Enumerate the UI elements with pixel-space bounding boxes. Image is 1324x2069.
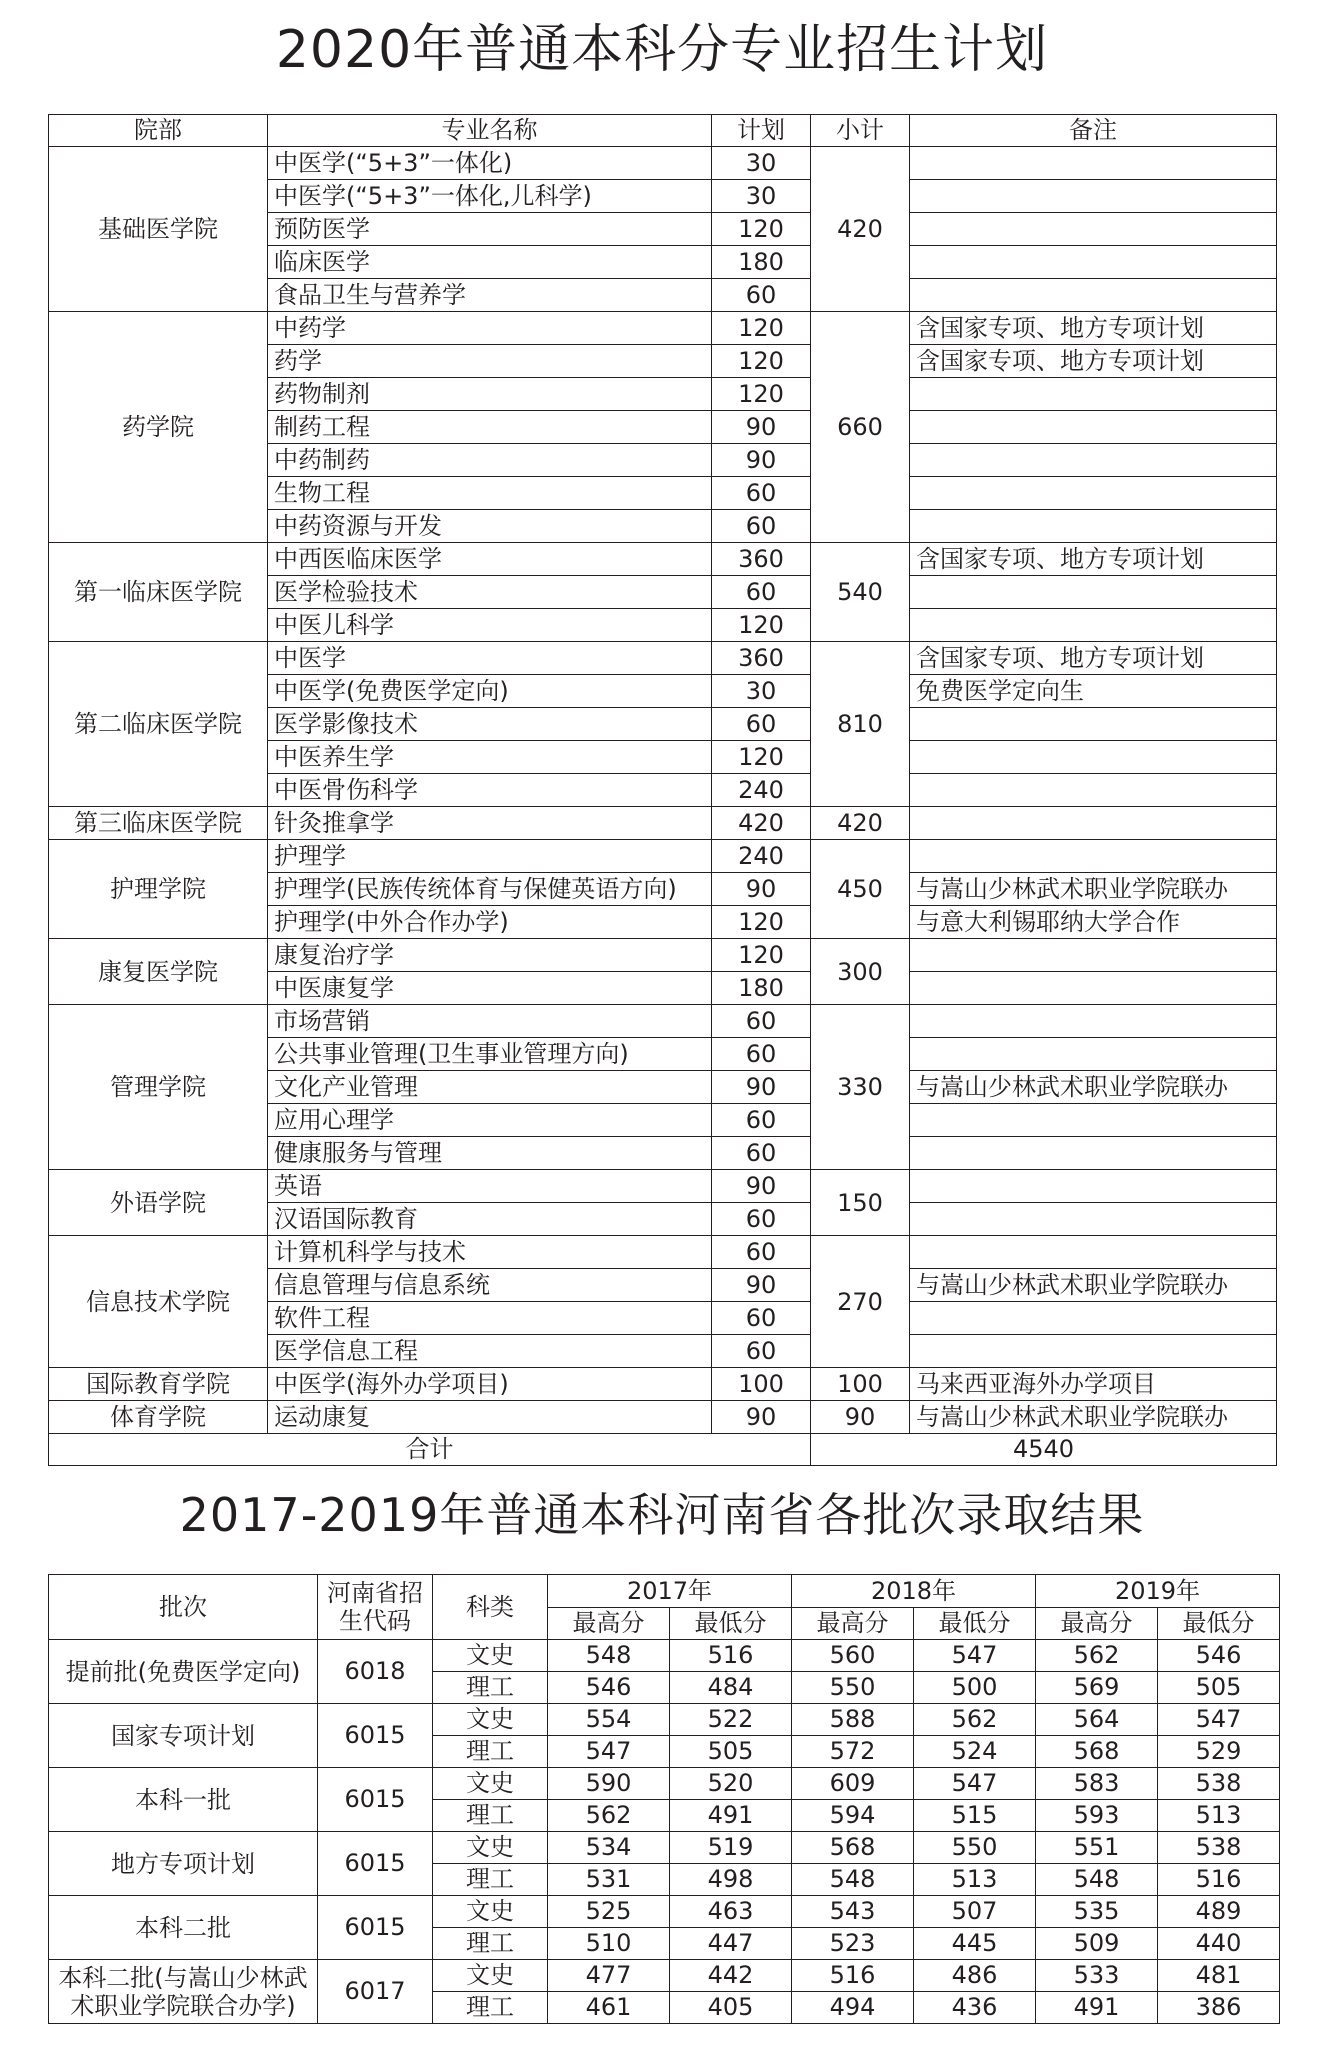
code-cell: 6015 bbox=[318, 1704, 433, 1768]
plan-cell: 420 bbox=[712, 807, 811, 840]
note-cell bbox=[910, 147, 1277, 180]
score-cell: 486 bbox=[914, 1960, 1036, 1992]
score-cell: 535 bbox=[1036, 1896, 1158, 1928]
plan-cell: 180 bbox=[712, 246, 811, 279]
category-cell: 理工 bbox=[433, 1928, 548, 1960]
score-cell: 609 bbox=[792, 1768, 914, 1800]
plan-cell: 30 bbox=[712, 675, 811, 708]
score-cell: 461 bbox=[548, 1992, 670, 2024]
header-code: 河南省招生代码 bbox=[318, 1575, 433, 1640]
plan-cell: 60 bbox=[712, 1236, 811, 1269]
score-cell: 440 bbox=[1158, 1928, 1280, 1960]
plan-cell: 360 bbox=[712, 543, 811, 576]
header-category: 科类 bbox=[433, 1575, 548, 1640]
batch-cell: 提前批(免费医学定向) bbox=[49, 1640, 318, 1704]
header-year-2017: 2017年 bbox=[548, 1575, 792, 1608]
score-cell: 516 bbox=[792, 1960, 914, 1992]
code-cell: 6017 bbox=[318, 1960, 433, 2024]
score-cell: 568 bbox=[792, 1832, 914, 1864]
major-cell: 公共事业管理(卫生事业管理方向) bbox=[268, 1038, 712, 1071]
major-cell: 医学检验技术 bbox=[268, 576, 712, 609]
plan-cell: 90 bbox=[712, 1269, 811, 1302]
table-row bbox=[49, 147, 1277, 180]
category-cell: 文史 bbox=[433, 1832, 548, 1864]
total-value: 4540 bbox=[811, 1434, 1277, 1466]
score-cell: 463 bbox=[670, 1896, 792, 1928]
note-cell bbox=[910, 1104, 1277, 1137]
table-row bbox=[49, 939, 1277, 972]
category-cell: 理工 bbox=[433, 1672, 548, 1704]
score-cell: 515 bbox=[914, 1800, 1036, 1832]
major-cell: 医学信息工程 bbox=[268, 1335, 712, 1368]
department-cell: 第二临床医学院 bbox=[49, 642, 268, 807]
score-cell: 519 bbox=[670, 1832, 792, 1864]
note-cell bbox=[910, 807, 1277, 840]
plan-cell: 60 bbox=[712, 1005, 811, 1038]
batch-cell: 地方专项计划 bbox=[49, 1832, 318, 1896]
score-cell: 590 bbox=[548, 1768, 670, 1800]
major-cell: 护理学(民族传统体育与保健英语方向) bbox=[268, 873, 712, 906]
header-min-2019: 最低分 bbox=[1158, 1607, 1280, 1640]
department-cell: 第三临床医学院 bbox=[49, 807, 268, 840]
major-cell: 中西医临床医学 bbox=[268, 543, 712, 576]
plan-cell: 120 bbox=[712, 213, 811, 246]
note-cell bbox=[910, 510, 1277, 543]
department-cell: 护理学院 bbox=[49, 840, 268, 939]
category-cell: 文史 bbox=[433, 1704, 548, 1736]
score-cell: 484 bbox=[670, 1672, 792, 1704]
major-cell: 针灸推拿学 bbox=[268, 807, 712, 840]
category-cell: 理工 bbox=[433, 1736, 548, 1768]
department-cell: 管理学院 bbox=[49, 1005, 268, 1170]
note-cell bbox=[910, 1335, 1277, 1368]
plan-cell: 60 bbox=[712, 708, 811, 741]
major-cell: 医学影像技术 bbox=[268, 708, 712, 741]
score-cell: 445 bbox=[914, 1928, 1036, 1960]
major-cell: 应用心理学 bbox=[268, 1104, 712, 1137]
plan-cell: 30 bbox=[712, 180, 811, 213]
department-cell: 体育学院 bbox=[49, 1401, 268, 1434]
score-cell: 481 bbox=[1158, 1960, 1280, 1992]
score-cell: 489 bbox=[1158, 1896, 1280, 1928]
batch-cell: 本科二批 bbox=[49, 1896, 318, 1960]
note-cell bbox=[910, 609, 1277, 642]
major-cell: 中药资源与开发 bbox=[268, 510, 712, 543]
note-cell: 与意大利锡耶纳大学合作 bbox=[910, 906, 1277, 939]
score-cell: 538 bbox=[1158, 1832, 1280, 1864]
code-cell: 6015 bbox=[318, 1768, 433, 1832]
header-year-2019: 2019年 bbox=[1036, 1575, 1280, 1608]
score-cell: 513 bbox=[914, 1864, 1036, 1896]
header-max-2017: 最高分 bbox=[548, 1607, 670, 1640]
major-cell: 市场营销 bbox=[268, 1005, 712, 1038]
major-cell: 中医学(“5+3”一体化,儿科学) bbox=[268, 180, 712, 213]
plan-cell: 120 bbox=[712, 906, 811, 939]
score-cell: 510 bbox=[548, 1928, 670, 1960]
note-cell: 含国家专项、地方专项计划 bbox=[910, 345, 1277, 378]
score-cell: 550 bbox=[914, 1832, 1036, 1864]
table-row bbox=[49, 1170, 1277, 1203]
plan-cell: 90 bbox=[712, 1401, 811, 1434]
category-cell: 文史 bbox=[433, 1896, 548, 1928]
subtotal-cell: 90 bbox=[811, 1401, 910, 1434]
department-cell: 第一临床医学院 bbox=[49, 543, 268, 642]
note-cell bbox=[910, 444, 1277, 477]
score-cell: 447 bbox=[670, 1928, 792, 1960]
score-cell: 548 bbox=[548, 1640, 670, 1672]
subtotal-cell: 330 bbox=[811, 1005, 910, 1170]
major-cell: 英语 bbox=[268, 1170, 712, 1203]
category-cell: 理工 bbox=[433, 1800, 548, 1832]
major-cell: 中医骨伤科学 bbox=[268, 774, 712, 807]
major-cell: 信息管理与信息系统 bbox=[268, 1269, 712, 1302]
score-cell: 436 bbox=[914, 1992, 1036, 2024]
header-plan: 计划 bbox=[712, 115, 811, 147]
major-cell: 预防医学 bbox=[268, 213, 712, 246]
note-cell bbox=[910, 246, 1277, 279]
score-cell: 543 bbox=[792, 1896, 914, 1928]
major-cell: 临床医学 bbox=[268, 246, 712, 279]
results-header-row-1 bbox=[49, 1575, 1280, 1608]
plan-cell: 60 bbox=[712, 576, 811, 609]
header-min-2018: 最低分 bbox=[914, 1607, 1036, 1640]
plan-cell: 60 bbox=[712, 1104, 811, 1137]
table-row bbox=[49, 1236, 1277, 1269]
plan-cell: 180 bbox=[712, 972, 811, 1005]
score-cell: 546 bbox=[548, 1672, 670, 1704]
plan-cell: 360 bbox=[712, 642, 811, 675]
major-cell: 药物制剂 bbox=[268, 378, 712, 411]
note-cell bbox=[910, 972, 1277, 1005]
batch-cell: 国家专项计划 bbox=[49, 1704, 318, 1768]
header-department: 院部 bbox=[49, 115, 268, 147]
score-cell: 593 bbox=[1036, 1800, 1158, 1832]
results-body bbox=[49, 1640, 1280, 2024]
code-cell: 6015 bbox=[318, 1896, 433, 1960]
note-cell: 与嵩山少林武术职业学院联办 bbox=[910, 1071, 1277, 1104]
score-cell: 547 bbox=[914, 1768, 1036, 1800]
score-cell: 529 bbox=[1158, 1736, 1280, 1768]
score-cell: 547 bbox=[1158, 1704, 1280, 1736]
note-cell bbox=[910, 279, 1277, 312]
table-row bbox=[49, 1960, 1280, 1992]
score-cell: 525 bbox=[548, 1896, 670, 1928]
major-cell: 中医学(免费医学定向) bbox=[268, 675, 712, 708]
table-row bbox=[49, 1896, 1280, 1928]
plan-cell: 120 bbox=[712, 609, 811, 642]
plan-title: 2020年普通本科分专业招生计划 bbox=[275, 20, 1049, 80]
subtotal-cell: 270 bbox=[811, 1236, 910, 1368]
code-cell: 6018 bbox=[318, 1640, 433, 1704]
note-cell bbox=[910, 576, 1277, 609]
plan-cell: 90 bbox=[712, 1170, 811, 1203]
major-cell: 食品卫生与营养学 bbox=[268, 279, 712, 312]
major-cell: 中医儿科学 bbox=[268, 609, 712, 642]
score-cell: 516 bbox=[670, 1640, 792, 1672]
note-cell: 免费医学定向生 bbox=[910, 675, 1277, 708]
total-row bbox=[49, 1434, 1277, 1466]
table-row bbox=[49, 1640, 1280, 1672]
score-cell: 498 bbox=[670, 1864, 792, 1896]
score-cell: 569 bbox=[1036, 1672, 1158, 1704]
score-cell: 548 bbox=[1036, 1864, 1158, 1896]
score-cell: 494 bbox=[792, 1992, 914, 2024]
major-cell: 生物工程 bbox=[268, 477, 712, 510]
admission-results-table bbox=[48, 1574, 1280, 2024]
note-cell bbox=[910, 411, 1277, 444]
score-cell: 554 bbox=[548, 1704, 670, 1736]
table-row bbox=[49, 1768, 1280, 1800]
score-cell: 588 bbox=[792, 1704, 914, 1736]
major-cell: 护理学(中外合作办学) bbox=[268, 906, 712, 939]
table-row bbox=[49, 1005, 1277, 1038]
note-cell: 与嵩山少林武术职业学院联办 bbox=[910, 873, 1277, 906]
note-cell: 与嵩山少林武术职业学院联办 bbox=[910, 1269, 1277, 1302]
plan-cell: 60 bbox=[712, 1137, 811, 1170]
score-cell: 505 bbox=[1158, 1672, 1280, 1704]
score-cell: 583 bbox=[1036, 1768, 1158, 1800]
subtotal-cell: 420 bbox=[811, 147, 910, 312]
major-cell: 中医养生学 bbox=[268, 741, 712, 774]
major-cell: 护理学 bbox=[268, 840, 712, 873]
major-cell: 计算机科学与技术 bbox=[268, 1236, 712, 1269]
score-cell: 500 bbox=[914, 1672, 1036, 1704]
plan-cell: 240 bbox=[712, 774, 811, 807]
plan-cell: 120 bbox=[712, 741, 811, 774]
subtotal-cell: 450 bbox=[811, 840, 910, 939]
score-cell: 523 bbox=[792, 1928, 914, 1960]
header-subtotal: 小计 bbox=[811, 115, 910, 147]
table-row bbox=[49, 1368, 1277, 1401]
batch-cell: 本科二批(与嵩山少林武术职业学院联合办学) bbox=[49, 1960, 318, 2024]
note-cell bbox=[910, 1038, 1277, 1071]
plan-cell: 60 bbox=[712, 1038, 811, 1071]
score-cell: 562 bbox=[548, 1800, 670, 1832]
score-cell: 533 bbox=[1036, 1960, 1158, 1992]
score-cell: 520 bbox=[670, 1768, 792, 1800]
batch-cell: 本科一批 bbox=[49, 1768, 318, 1832]
plan-cell: 120 bbox=[712, 378, 811, 411]
plan-header-row bbox=[49, 115, 1277, 147]
plan-cell: 240 bbox=[712, 840, 811, 873]
table-row bbox=[49, 1704, 1280, 1736]
subtotal-cell: 810 bbox=[811, 642, 910, 807]
score-cell: 531 bbox=[548, 1864, 670, 1896]
major-cell: 中药制药 bbox=[268, 444, 712, 477]
plan-cell: 100 bbox=[712, 1368, 811, 1401]
note-cell: 含国家专项、地方专项计划 bbox=[910, 543, 1277, 576]
table-row bbox=[49, 1401, 1277, 1434]
score-cell: 546 bbox=[1158, 1640, 1280, 1672]
major-cell: 中医学(海外办学项目) bbox=[268, 1368, 712, 1401]
score-cell: 524 bbox=[914, 1736, 1036, 1768]
major-cell: 中药学 bbox=[268, 312, 712, 345]
subtotal-cell: 300 bbox=[811, 939, 910, 1005]
note-cell: 与嵩山少林武术职业学院联办 bbox=[910, 1401, 1277, 1434]
score-cell: 442 bbox=[670, 1960, 792, 1992]
table-row bbox=[49, 312, 1277, 345]
score-cell: 550 bbox=[792, 1672, 914, 1704]
major-cell: 中医学(“5+3”一体化) bbox=[268, 147, 712, 180]
department-cell: 基础医学院 bbox=[49, 147, 268, 312]
plan-cell: 90 bbox=[712, 1071, 811, 1104]
table-row bbox=[49, 840, 1277, 873]
header-year-2018: 2018年 bbox=[792, 1575, 1036, 1608]
major-cell: 药学 bbox=[268, 345, 712, 378]
major-cell: 中医学 bbox=[268, 642, 712, 675]
category-cell: 文史 bbox=[433, 1960, 548, 1992]
score-cell: 522 bbox=[670, 1704, 792, 1736]
plan-cell: 90 bbox=[712, 444, 811, 477]
table-row bbox=[49, 1832, 1280, 1864]
plan-cell: 60 bbox=[712, 1302, 811, 1335]
note-cell bbox=[910, 1137, 1277, 1170]
score-cell: 564 bbox=[1036, 1704, 1158, 1736]
plan-cell: 120 bbox=[712, 345, 811, 378]
major-cell: 汉语国际教育 bbox=[268, 1203, 712, 1236]
note-cell: 含国家专项、地方专项计划 bbox=[910, 642, 1277, 675]
score-cell: 507 bbox=[914, 1896, 1036, 1928]
plan-cell: 120 bbox=[712, 939, 811, 972]
subtotal-cell: 420 bbox=[811, 807, 910, 840]
score-cell: 505 bbox=[670, 1736, 792, 1768]
note-cell bbox=[910, 708, 1277, 741]
plan-cell: 90 bbox=[712, 411, 811, 444]
plan-cell: 60 bbox=[712, 1203, 811, 1236]
plan-cell: 120 bbox=[712, 312, 811, 345]
table-row bbox=[49, 642, 1277, 675]
subtotal-cell: 540 bbox=[811, 543, 910, 642]
note-cell bbox=[910, 1170, 1277, 1203]
category-cell: 理工 bbox=[433, 1864, 548, 1896]
score-cell: 547 bbox=[548, 1736, 670, 1768]
score-cell: 560 bbox=[792, 1640, 914, 1672]
results-title: 2017-2019年普通本科河南省各批次录取结果 bbox=[179, 1488, 1145, 1542]
note-cell: 马来西亚海外办学项目 bbox=[910, 1368, 1277, 1401]
code-cell: 6015 bbox=[318, 1832, 433, 1896]
score-cell: 538 bbox=[1158, 1768, 1280, 1800]
plan-cell: 60 bbox=[712, 510, 811, 543]
department-cell: 信息技术学院 bbox=[49, 1236, 268, 1368]
department-cell: 外语学院 bbox=[49, 1170, 268, 1236]
score-cell: 562 bbox=[914, 1704, 1036, 1736]
plan-cell: 60 bbox=[712, 1335, 811, 1368]
plan-cell: 60 bbox=[712, 477, 811, 510]
category-cell: 文史 bbox=[433, 1768, 548, 1800]
major-cell: 中医康复学 bbox=[268, 972, 712, 1005]
score-cell: 491 bbox=[1036, 1992, 1158, 2024]
note-cell bbox=[910, 741, 1277, 774]
note-cell bbox=[910, 1302, 1277, 1335]
score-cell: 547 bbox=[914, 1640, 1036, 1672]
score-cell: 516 bbox=[1158, 1864, 1280, 1896]
department-cell: 国际教育学院 bbox=[49, 1368, 268, 1401]
header-max-2019: 最高分 bbox=[1036, 1607, 1158, 1640]
score-cell: 405 bbox=[670, 1992, 792, 2024]
table-row bbox=[49, 807, 1277, 840]
note-cell bbox=[910, 378, 1277, 411]
enrollment-plan-table bbox=[48, 114, 1277, 1466]
total-label: 合计 bbox=[49, 1434, 811, 1466]
category-cell: 文史 bbox=[433, 1640, 548, 1672]
note-cell bbox=[910, 1005, 1277, 1038]
major-cell: 文化产业管理 bbox=[268, 1071, 712, 1104]
major-cell: 健康服务与管理 bbox=[268, 1137, 712, 1170]
table-row bbox=[49, 543, 1277, 576]
note-cell bbox=[910, 213, 1277, 246]
plan-cell: 30 bbox=[712, 147, 811, 180]
score-cell: 534 bbox=[548, 1832, 670, 1864]
subtotal-cell: 100 bbox=[811, 1368, 910, 1401]
plan-cell: 90 bbox=[712, 873, 811, 906]
score-cell: 477 bbox=[548, 1960, 670, 1992]
note-cell bbox=[910, 1203, 1277, 1236]
score-cell: 562 bbox=[1036, 1640, 1158, 1672]
note-cell bbox=[910, 939, 1277, 972]
note-cell bbox=[910, 1236, 1277, 1269]
major-cell: 软件工程 bbox=[268, 1302, 712, 1335]
major-cell: 运动康复 bbox=[268, 1401, 712, 1434]
department-cell: 康复医学院 bbox=[49, 939, 268, 1005]
header-batch: 批次 bbox=[49, 1575, 318, 1640]
score-cell: 572 bbox=[792, 1736, 914, 1768]
score-cell: 551 bbox=[1036, 1832, 1158, 1864]
major-cell: 制药工程 bbox=[268, 411, 712, 444]
note-cell: 含国家专项、地方专项计划 bbox=[910, 312, 1277, 345]
plan-body bbox=[49, 147, 1277, 1466]
header-min-2017: 最低分 bbox=[670, 1607, 792, 1640]
header-note: 备注 bbox=[910, 115, 1277, 147]
score-cell: 594 bbox=[792, 1800, 914, 1832]
subtotal-cell: 660 bbox=[811, 312, 910, 543]
score-cell: 548 bbox=[792, 1864, 914, 1896]
note-cell bbox=[910, 774, 1277, 807]
note-cell bbox=[910, 477, 1277, 510]
category-cell: 理工 bbox=[433, 1992, 548, 2024]
department-cell: 药学院 bbox=[49, 312, 268, 543]
subtotal-cell: 150 bbox=[811, 1170, 910, 1236]
score-cell: 568 bbox=[1036, 1736, 1158, 1768]
score-cell: 491 bbox=[670, 1800, 792, 1832]
note-cell bbox=[910, 840, 1277, 873]
major-cell: 康复治疗学 bbox=[268, 939, 712, 972]
score-cell: 386 bbox=[1158, 1992, 1280, 2024]
header-max-2018: 最高分 bbox=[792, 1607, 914, 1640]
plan-cell: 60 bbox=[712, 279, 811, 312]
score-cell: 509 bbox=[1036, 1928, 1158, 1960]
header-major: 专业名称 bbox=[268, 115, 712, 147]
score-cell: 513 bbox=[1158, 1800, 1280, 1832]
note-cell bbox=[910, 180, 1277, 213]
